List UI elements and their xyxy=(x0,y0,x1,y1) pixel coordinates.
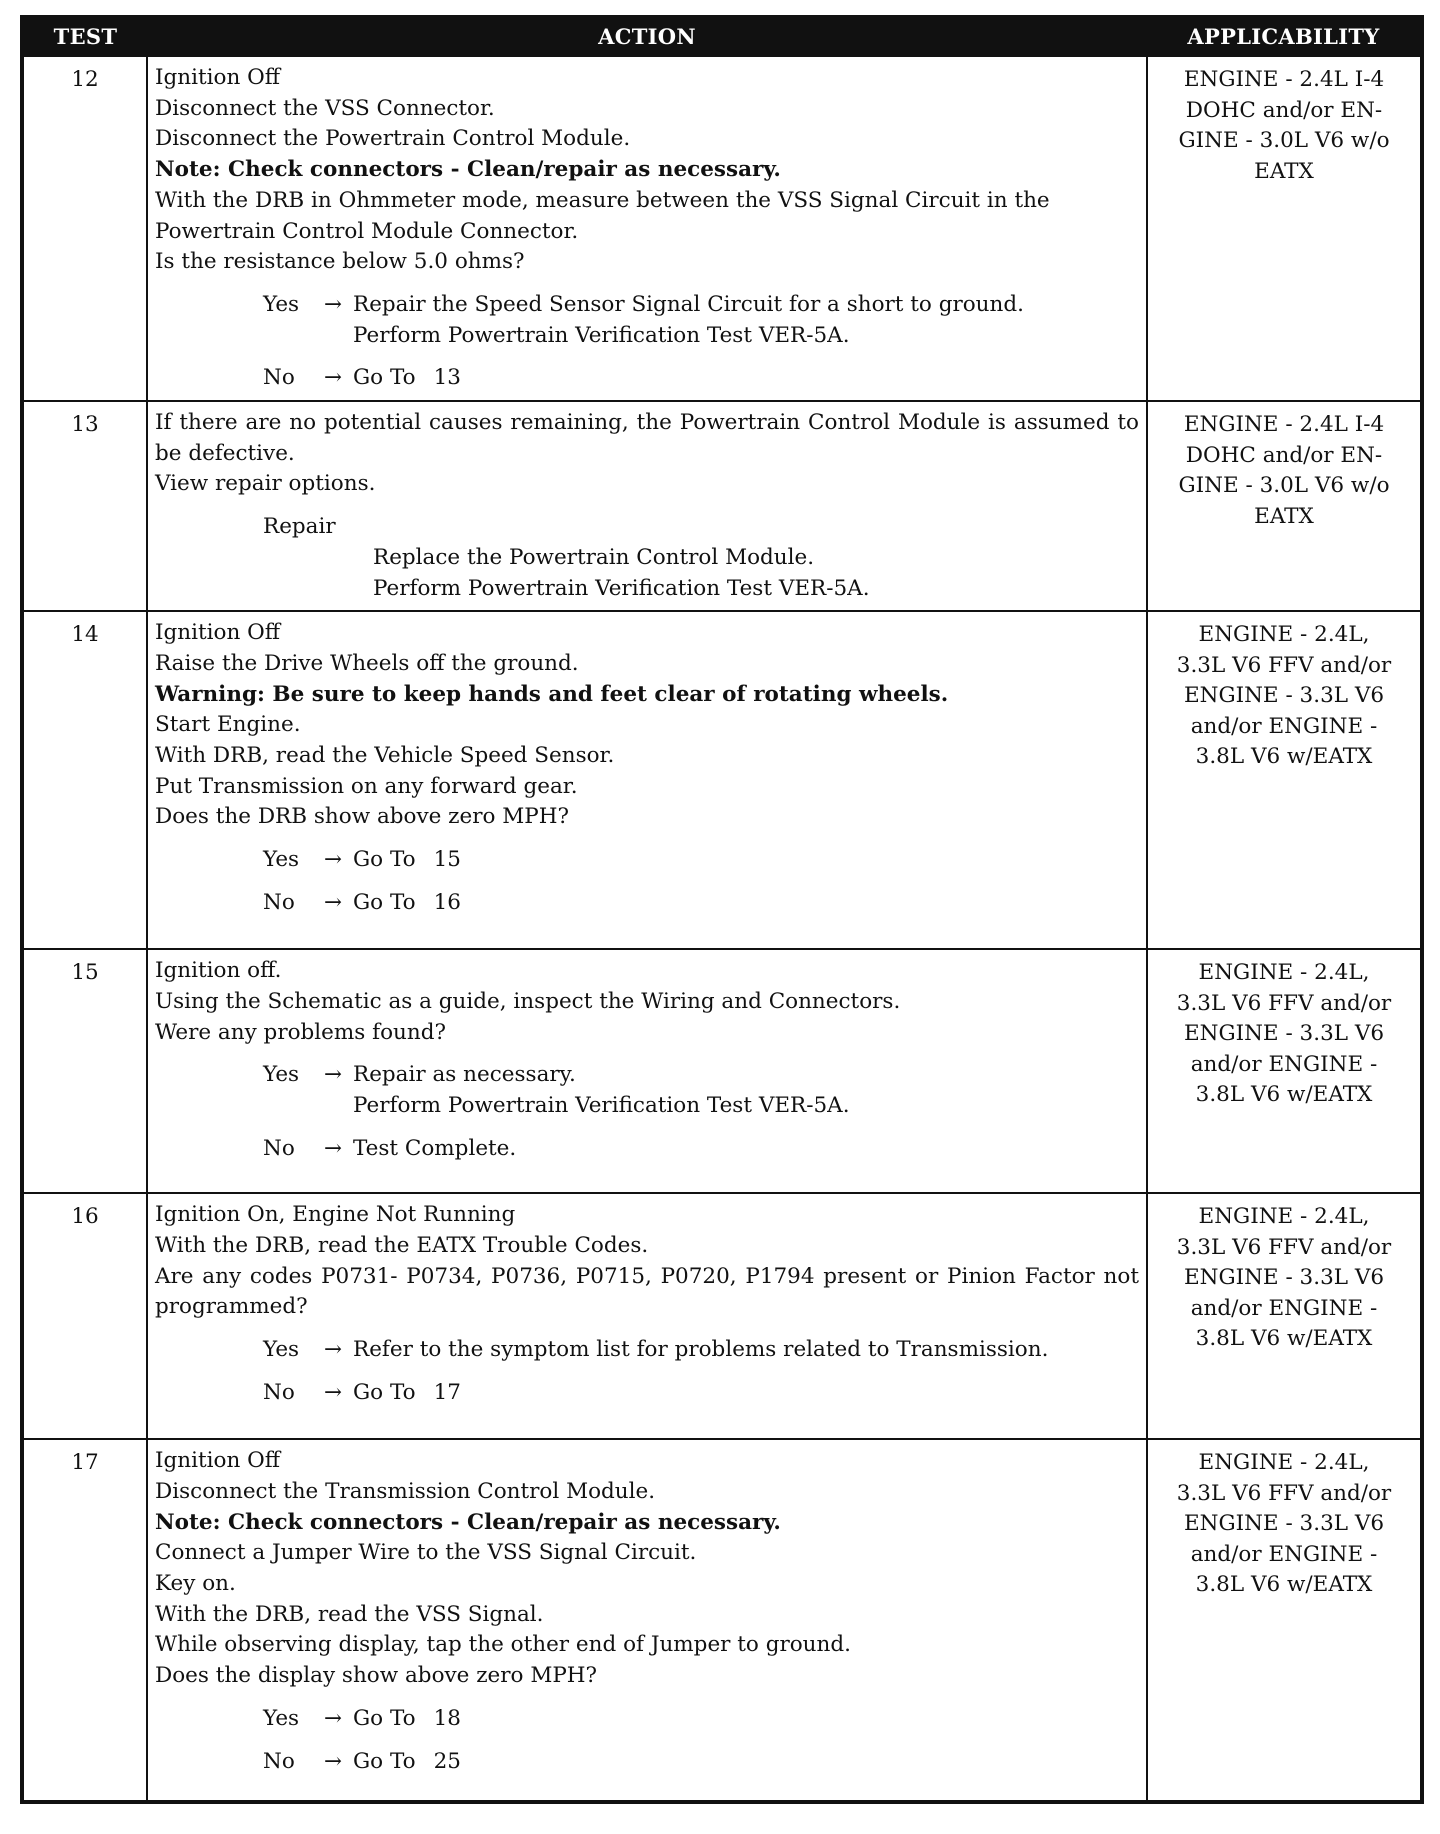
test-number: 14 xyxy=(22,611,147,949)
header-applicability: APPLICABILITY xyxy=(1147,17,1422,56)
action-line: Raise the Drive Wheels off the ground. xyxy=(155,650,579,676)
applicability-line: DOHC and/or EN- xyxy=(1185,442,1383,468)
arrow-icon: → xyxy=(323,847,342,873)
action-line: Ignition off. xyxy=(155,958,282,984)
goto-label: Go To xyxy=(353,1379,416,1405)
action-line: Disconnect the Transmission Control Module. xyxy=(155,1478,656,1504)
no-response xyxy=(263,1747,1139,1778)
no-response xyxy=(263,1378,1139,1409)
arrow-icon: → xyxy=(323,1379,342,1405)
test-number: 13 xyxy=(22,401,147,611)
applicability-line: ENGINE - 3.3L V6 xyxy=(1183,1511,1385,1537)
no-label: No xyxy=(263,1379,295,1405)
goto-label: Go To xyxy=(353,847,416,873)
action-line: Does the DRB show above zero MPH? xyxy=(155,804,570,830)
no-response xyxy=(263,363,1139,394)
header-test: TEST xyxy=(22,17,147,56)
yes-text: Refer to the symptom list for problems related to Transmission. xyxy=(353,1337,1049,1363)
warning-line: Warning: Be sure to keep hands and feet clear of rotating wheels. xyxy=(155,681,949,707)
action-line: Ignition On, Engine Not Running xyxy=(155,1202,516,1228)
action-cell xyxy=(147,56,1147,401)
no-label: No xyxy=(263,1135,295,1161)
test-row-12 xyxy=(22,56,1422,401)
applicability-cell xyxy=(1147,1439,1422,1802)
applicability-line: 3.8L V6 w/EATX xyxy=(1195,1326,1373,1352)
applicability-line: ENGINE - 2.4L, xyxy=(1198,1450,1370,1476)
applicability-line: ENGINE - 2.4L, xyxy=(1198,1204,1370,1230)
goto-target: 13 xyxy=(433,365,461,391)
no-response xyxy=(263,888,1139,919)
note-line: Note: Check connectors - Clean/repair as necessary. xyxy=(155,1509,781,1535)
action-line: Ignition Off xyxy=(155,620,281,646)
goto-target: 16 xyxy=(433,889,461,915)
applicability-line: DOHC and/or EN- xyxy=(1185,97,1383,123)
action-line: Does the display show above zero MPH? xyxy=(155,1663,598,1689)
no-text: Test Complete. xyxy=(353,1135,517,1161)
no-label: No xyxy=(263,365,295,391)
applicability-cell xyxy=(1147,1193,1422,1439)
action-line: Ignition Off xyxy=(155,1448,281,1474)
diagnostic-test-table xyxy=(20,15,1424,1804)
yes-label: Yes xyxy=(263,1062,300,1088)
applicability-line: 3.8L V6 w/EATX xyxy=(1195,1572,1373,1598)
goto-target: 17 xyxy=(433,1379,461,1405)
action-line: With the DRB, read the VSS Signal. xyxy=(155,1601,544,1627)
yes-response xyxy=(263,1335,1139,1366)
goto-target: 25 xyxy=(433,1748,461,1774)
no-label: No xyxy=(263,889,295,915)
test-number: 16 xyxy=(22,1193,147,1439)
test-number: 15 xyxy=(22,949,147,1193)
goto-label: Go To xyxy=(353,1705,416,1731)
applicability-line: 3.3L V6 FFV and/or xyxy=(1176,990,1392,1016)
action-line: Is the resistance below 5.0 ohms? xyxy=(155,249,525,275)
arrow-icon: → xyxy=(323,1748,342,1774)
action-line: Ignition Off xyxy=(155,65,281,90)
yes-response xyxy=(263,290,1139,351)
action-line: If there are no potential causes remaining, the Powertrain Control Module is assumed to be defective. xyxy=(155,410,1146,466)
applicability-line: GINE - 3.0L V6 w/o xyxy=(1178,473,1390,499)
applicability-line: 3.3L V6 FFV and/or xyxy=(1176,1480,1392,1506)
action-line: Key on. xyxy=(155,1571,236,1597)
applicability-line: GINE - 3.0L V6 w/o xyxy=(1178,128,1390,153)
applicability-line: ENGINE - 3.3L V6 xyxy=(1183,683,1385,709)
action-cell xyxy=(147,949,1147,1193)
action-cell xyxy=(147,611,1147,949)
arrow-icon: → xyxy=(323,1705,342,1731)
goto-label: Go To xyxy=(353,365,416,391)
repair-text: Replace the Powertrain Control Module. xyxy=(373,544,815,570)
yes-text: Repair as necessary. xyxy=(353,1062,576,1088)
action-line: Disconnect the Powertrain Control Module. xyxy=(155,126,631,152)
applicability-line: 3.3L V6 FFV and/or xyxy=(1176,1234,1392,1260)
action-cell xyxy=(147,1439,1147,1802)
yes-label: Yes xyxy=(263,847,300,873)
goto-target: 18 xyxy=(433,1705,461,1731)
yes-text: Perform Powertrain Verification Test VER-5A. xyxy=(353,322,850,348)
arrow-icon: → xyxy=(323,1337,342,1363)
no-response xyxy=(263,1134,1139,1165)
applicability-line: EATX xyxy=(1254,503,1314,529)
action-line: Powertrain Control Module Connector. xyxy=(155,218,579,244)
goto-target: 15 xyxy=(433,847,461,873)
yes-response xyxy=(263,1060,1139,1121)
applicability-line: ENGINE - 2.4L I-4 xyxy=(1183,67,1385,92)
yes-text: Perform Powertrain Verification Test VER-5A. xyxy=(353,1093,850,1119)
applicability-line: and/or ENGINE - xyxy=(1190,1295,1378,1321)
applicability-line: ENGINE - 2.4L, xyxy=(1198,960,1370,986)
arrow-icon: → xyxy=(323,889,342,915)
action-line: Put Transmission on any forward gear. xyxy=(155,773,578,799)
test-row-16 xyxy=(22,1193,1422,1439)
test-row-14 xyxy=(22,611,1422,949)
applicability-cell xyxy=(1147,611,1422,949)
action-cell xyxy=(147,1193,1147,1439)
action-line: With DRB, read the Vehicle Speed Sensor. xyxy=(155,743,615,769)
yes-label: Yes xyxy=(263,1337,300,1363)
test-row-15 xyxy=(22,949,1422,1193)
arrow-icon: → xyxy=(323,1062,342,1088)
applicability-line: ENGINE - 2.4L I-4 xyxy=(1183,412,1385,438)
test-number: 12 xyxy=(22,56,147,401)
repair-label: Repair xyxy=(263,514,336,540)
action-line: Disconnect the VSS Connector. xyxy=(155,95,495,121)
applicability-cell xyxy=(1147,401,1422,611)
action-cell xyxy=(147,401,1147,611)
action-line: Are any codes P0731- P0734, P0736, P0715, P0720, P1794 present or Pinion Factor not programmed? xyxy=(155,1263,1146,1320)
header-action: ACTION xyxy=(147,17,1147,56)
applicability-line: and/or ENGINE - xyxy=(1190,1541,1378,1567)
action-line: View repair options. xyxy=(155,471,376,497)
goto-label: Go To xyxy=(353,889,416,915)
applicability-line: and/or ENGINE - xyxy=(1190,1051,1378,1077)
action-line: Using the Schematic as a guide, inspect the Wiring and Connectors. xyxy=(155,988,901,1014)
action-line: Start Engine. xyxy=(155,712,301,738)
note-line: Note: Check connectors - Clean/repair as necessary. xyxy=(155,157,781,183)
table-header-row xyxy=(22,17,1422,56)
action-line: Were any problems found? xyxy=(155,1019,447,1045)
goto-label: Go To xyxy=(353,1748,416,1774)
arrow-icon: → xyxy=(323,291,342,317)
applicability-line: 3.8L V6 w/EATX xyxy=(1195,1082,1373,1108)
action-line: With the DRB in Ohmmeter mode, measure between the VSS Signal Circuit in the xyxy=(155,187,1050,213)
applicability-line: ENGINE - 2.4L, xyxy=(1198,622,1370,648)
applicability-cell xyxy=(1147,56,1422,401)
applicability-line: ENGINE - 3.3L V6 xyxy=(1183,1265,1385,1291)
applicability-line: EATX xyxy=(1254,158,1314,184)
arrow-icon: → xyxy=(323,1135,342,1161)
applicability-cell xyxy=(1147,949,1422,1193)
repair-options xyxy=(373,543,1139,604)
test-number: 17 xyxy=(22,1439,147,1802)
applicability-line: and/or ENGINE - xyxy=(1190,713,1378,739)
test-row-13 xyxy=(22,401,1422,611)
action-line: With the DRB, read the EATX Trouble Codes. xyxy=(155,1232,649,1258)
yes-response xyxy=(263,845,1139,876)
yes-response xyxy=(263,1704,1139,1735)
applicability-line: 3.8L V6 w/EATX xyxy=(1195,744,1373,770)
diagnostic-procedure-page xyxy=(20,15,1420,1804)
action-line: Connect a Jumper Wire to the VSS Signal Circuit. xyxy=(155,1540,697,1566)
action-line: While observing display, tap the other end of Jumper to ground. xyxy=(155,1632,851,1658)
arrow-icon: → xyxy=(323,365,342,391)
test-row-17 xyxy=(22,1439,1422,1802)
yes-text: Repair the Speed Sensor Signal Circuit for a short to ground. xyxy=(353,291,1024,317)
yes-label: Yes xyxy=(263,291,300,317)
applicability-line: ENGINE - 3.3L V6 xyxy=(1183,1021,1385,1047)
no-label: No xyxy=(263,1748,295,1774)
repair-text: Perform Powertrain Verification Test VER-5A. xyxy=(373,575,870,601)
yes-label: Yes xyxy=(263,1705,300,1731)
applicability-line: 3.3L V6 FFV and/or xyxy=(1176,652,1392,678)
